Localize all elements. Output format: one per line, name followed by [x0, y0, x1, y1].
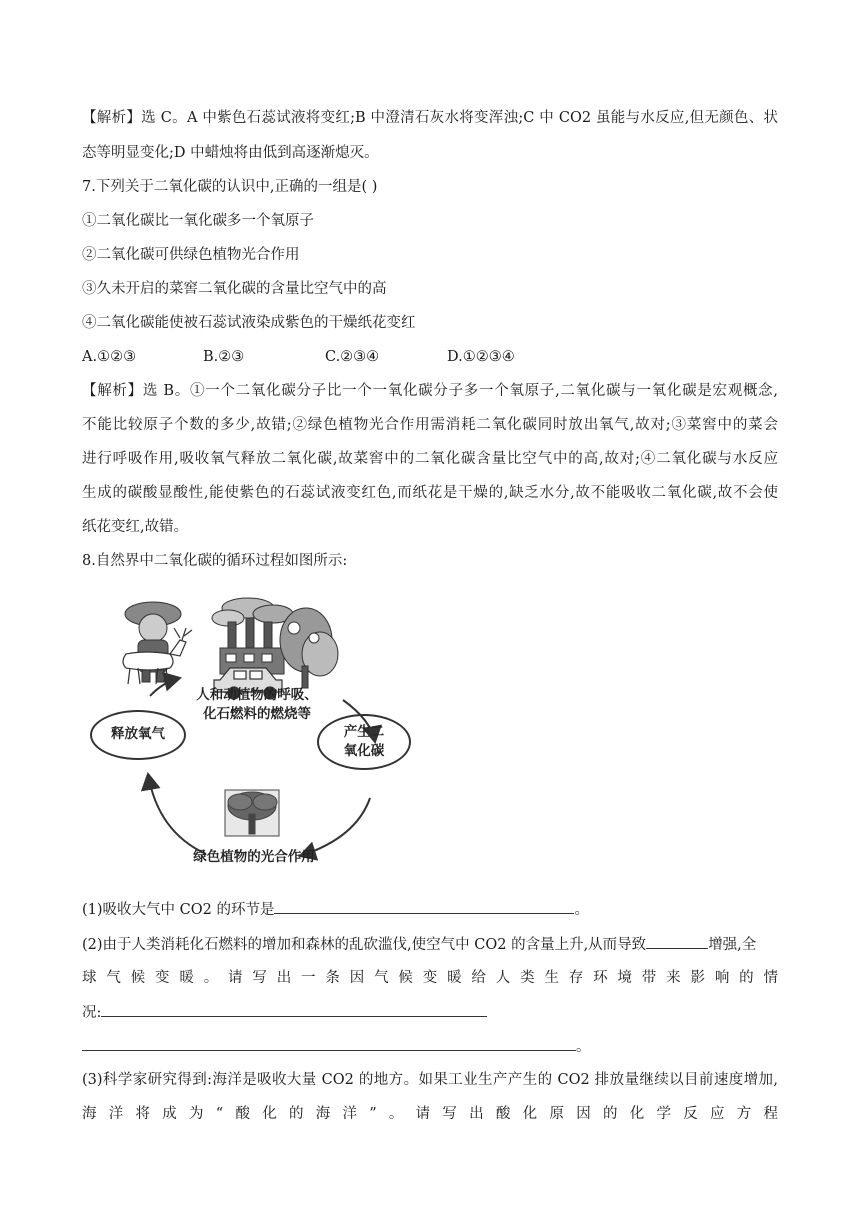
q8-sub2-text-b: 增强,全	[708, 937, 757, 953]
q7-analysis-line-5: 纸花变红,故错。	[82, 519, 189, 535]
produce-co2-label-line-2: 氧化碳	[343, 743, 385, 759]
tree-illustration	[280, 608, 338, 688]
q8-sub2-blank-1[interactable]	[646, 934, 708, 949]
q8-sub2-line-1	[82, 934, 756, 955]
top-process-label-line-1: 人和动植物的呼吸、	[196, 687, 318, 703]
q7-stem: 7.下列关于二氧化碳的认识中,正确的一组是( )	[82, 179, 378, 195]
q8-sub2-blank-2[interactable]	[101, 1002, 487, 1017]
q8-sub2-line-2: 球气候变暖。请写出一条因气候变暖给人类生存环境带来影响的情	[82, 970, 778, 986]
q7-item-4: ④二氧化碳能使被石蕊试液染成紫色的干燥纸花变红	[82, 315, 416, 331]
arrow-left-to-top	[150, 678, 180, 696]
release-oxygen-label: 释放氧气	[111, 726, 165, 742]
release-oxygen-node	[90, 710, 186, 760]
q7-analysis-line-1: 【解析】选 B。①一个二氧化碳分子比一个一氧化碳分子多一个氧原子,二氧化碳与一氧化碳是宏观概念,	[82, 383, 778, 399]
q8-stem: 8.自然界中二氧化碳的循环过程如图所示:	[82, 553, 348, 569]
q7-analysis-line-2: 不能比较原子个数的多少,故错;②绿色植物光合作用需消耗二氧化碳同时放出氧气,故对;③菜窖中的菜会	[82, 417, 778, 433]
produce-co2-node	[317, 714, 411, 770]
q7-item-1: ①二氧化碳比一氧化碳多一个氧原子	[82, 213, 314, 229]
q7-analysis-line-4: 生成的碳酸显酸性,能使紫色的石蕊试液变红色,而纸花是干燥的,缺乏水分,故不能吸收二氧化碳,故不会使	[82, 485, 778, 501]
q8-sub1-text: (1)吸收大气中 CO2 的环节是	[82, 902, 275, 918]
q8-sub2-line-3-text: 况:	[82, 1005, 102, 1021]
q7-option-a: A.①②③	[82, 349, 137, 365]
q8-sub2-blank-3[interactable]	[82, 1036, 576, 1051]
q8-sub2-line-3	[82, 1002, 487, 1023]
q7-option-c: C.②③④	[325, 349, 380, 365]
q7-item-3: ③久未开启的菜窖二氧化碳的含量比空气中的高	[82, 281, 387, 297]
produce-co2-label	[319, 723, 409, 761]
carbon-cycle-diagram	[88, 592, 468, 892]
q6-analysis-line-2: 态等明显变化;D 中蜡烛将由低到高逐渐熄灭。	[82, 145, 379, 161]
q7-option-d: D.①②③④	[447, 349, 515, 365]
photosynthesis-label: 绿色植物的光合作用	[193, 849, 315, 865]
q6-analysis-line-1: 【解析】选 C。A 中紫色石蕊试液将变红;B 中澄清石灰水将变浑浊;C 中 CO2 虽能与水反应,但无颜色、状	[82, 110, 778, 126]
q8-sub2-end: 。	[576, 1039, 591, 1055]
q7-analysis-line-3: 进行呼吸作用,吸收氧气释放二氧化碳,故菜窖中的二氧化碳含量比空气中的高,故对;④二氧化碳与水反应	[82, 451, 778, 467]
q7-item-2: ②二氧化碳可供绿色植物光合作用	[82, 247, 300, 263]
q7-options	[82, 347, 778, 367]
top-process-label-line-2: 化石燃料的燃烧等	[203, 706, 311, 722]
produce-co2-label-line-1: 产生二	[343, 724, 385, 740]
q8-sub1	[82, 899, 589, 920]
q8-sub1-blank[interactable]	[274, 899, 574, 914]
q8-sub2-line-4	[82, 1036, 591, 1057]
q8-sub1-end: 。	[574, 902, 589, 918]
top-process-label	[182, 686, 332, 724]
q8-sub3-line-2: 海洋将成为“酸化的海洋”。请写出酸化原因的化学反应方程	[82, 1106, 778, 1122]
arrow-bottom-to-left	[148, 774, 206, 854]
q7-option-b: B.②③	[203, 349, 245, 365]
q8-sub3-line-1: (3)科学家研究得到:海洋是吸收大量 CO2 的地方。如果工业生产产生的 CO2 排放量继续以目前速度增加,	[82, 1072, 778, 1088]
q8-sub2-text-a: (2)由于人类消耗化石燃料的增加和森林的乱砍滥伐,使空气中 CO2 的含量上升,从而导致	[82, 937, 647, 953]
green-plant-illustration	[225, 790, 279, 836]
